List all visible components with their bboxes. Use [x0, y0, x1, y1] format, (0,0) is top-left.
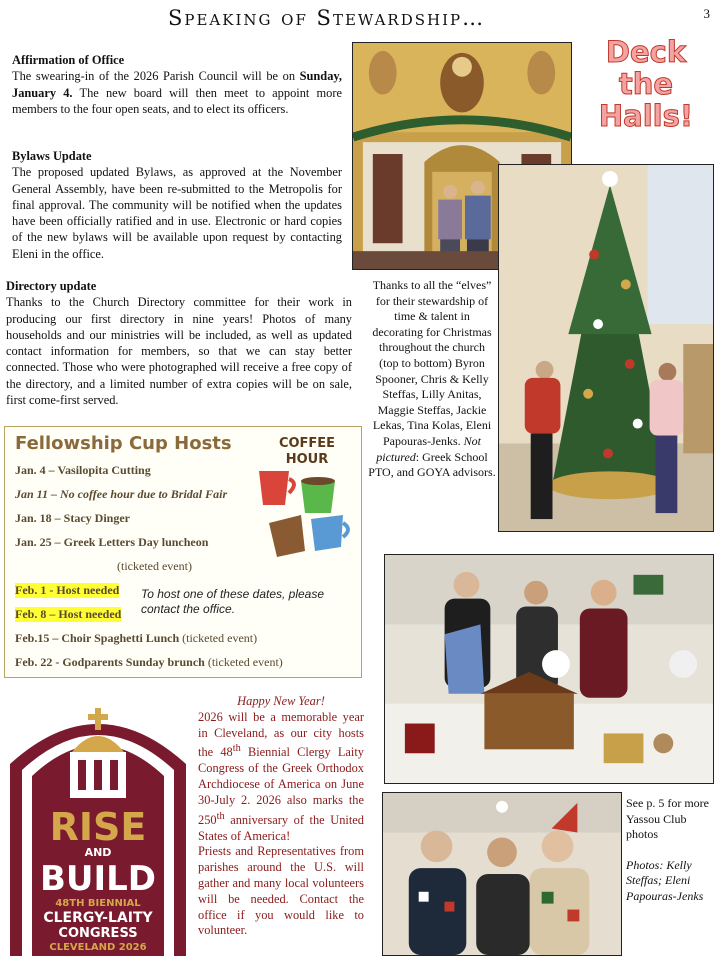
- fellowship-item-feb1: Feb. 1 - Host needed: [15, 583, 120, 597]
- bylaws-text: The proposed updated Bylaws, as approved at the November General Assembly, have been re-submitted to the Metropolis for final approval. The community will be notified when the updates have been officially ratified and in use. Electronic or hard copies of the new bylaws will be available upon request by contacting Eleni in the office.: [12, 165, 342, 261]
- affirmation-text: [12, 68, 342, 117]
- affirmation-text-2: The new board will then meet to appoint more members to the four open seats, and to elect its officers.: [12, 85, 342, 116]
- new-year-article: [198, 694, 364, 939]
- christmas-tree-photo: [498, 164, 714, 532]
- new-year-p1-b: Biennial Clergy Laity Congress of the Greek Orthodox Archdiocese of America on June 30-July 2. 2026 also marks the 250: [198, 745, 364, 827]
- not-pictured-text: : Greek School PTO, and GOYA advisors.: [368, 449, 496, 480]
- coffee-label-2: HOUR: [285, 452, 329, 467]
- photo-credit: Photos: Kelly Steffas; Eleni Papouras-Jenks: [626, 857, 704, 903]
- logo-line4: CLEVELAND 2026: [49, 942, 147, 953]
- note-gap: [626, 843, 718, 858]
- directory-article: [6, 278, 352, 408]
- new-year-p1-c: anniversary of the United States of America!: [198, 812, 364, 843]
- page-number: 3: [703, 6, 710, 21]
- fellowship-host-note: To host one of these dates, please contact the office.: [141, 587, 325, 616]
- photo-note: [626, 796, 718, 904]
- bylaws-article: [12, 148, 342, 262]
- fellowship-item-jan4: Jan. 4 – Vasilopita Cutting: [15, 463, 151, 477]
- deck-line-1: Deck: [605, 35, 687, 69]
- new-year-paragraph-1: [198, 710, 364, 845]
- fellowship-item-feb15-text: Feb.15 – Choir Spaghetti Lunch: [15, 631, 180, 645]
- coffee-cups-icon: [249, 431, 359, 563]
- yassou-nativity-photo: [384, 554, 714, 784]
- bylaws-heading: Bylaws Update: [12, 149, 92, 163]
- deck-the-halls-heading: [592, 36, 700, 132]
- rise-and-build-logo: [4, 694, 192, 956]
- fellowship-item-jan25: Jan. 25 – Greek Letters Day luncheon: [15, 535, 209, 549]
- new-year-paragraph-2: Priests and Representatives from parishes around the U.S. will gather and many local volunteers will be needed. Contact the office if you would like to volunteer.: [198, 844, 364, 938]
- fellowship-cup-box: [4, 426, 362, 678]
- new-year-p1-a: 2026 will be a memorable year in Cleveland, as our city hosts the 48: [198, 709, 364, 760]
- logo-line2: CLERGY-LAITY: [43, 910, 153, 926]
- logo-and: AND: [84, 846, 112, 859]
- directory-heading: Directory update: [6, 279, 97, 293]
- new-year-sup-2: th: [216, 810, 225, 822]
- fellowship-item-jan11: Jan 11 – No coffee hour due to Bridal Fair: [15, 487, 228, 501]
- thanks-caption: [368, 278, 496, 481]
- fellowship-item-feb22-note: (ticketed event): [204, 655, 283, 669]
- fellowship-item-feb15-note: (ticketed event): [179, 631, 258, 645]
- directory-text: Thanks to the Church Directory committee for their work in producing our first directory in nine years! Photos of many households and our ministries will be included, as well as updated contact information for members, so that we can stay better connected. Those who were photographed will receive a free copy of the directory, and a limited number of extra copies will be on sale, first come-first served.: [6, 295, 352, 408]
- fellowship-item-jan18: Jan. 18 – Stacy Dinger: [15, 511, 130, 525]
- new-year-title: Happy New Year!: [237, 694, 325, 708]
- deck-line-2: the: [618, 67, 674, 101]
- fellowship-item-feb8: Feb. 8 – Host needed: [15, 607, 122, 621]
- new-year-sup-1: th: [232, 743, 241, 755]
- affirmation-text-1: The swearing-in of the 2026 Parish Council will be on: [12, 69, 300, 84]
- logo-rise: RISE: [49, 805, 147, 849]
- deck-line-3: Halls!: [598, 99, 694, 133]
- affirmation-heading: Affirmation of Office: [12, 53, 125, 67]
- logo-line1: 48TH BIENNIAL: [55, 898, 141, 909]
- logo-line3: CONGRESS: [58, 926, 138, 941]
- affirmation-date: Sunday, January 4.: [12, 69, 342, 100]
- fellowship-title: Fellowship Cup Hosts: [15, 433, 232, 454]
- masthead-title: Speaking of Stewardship…: [168, 6, 486, 30]
- affirmation-article: [12, 52, 342, 117]
- fellowship-ticketed-note: (ticketed event): [117, 559, 192, 573]
- thanks-text: Thanks to all the “elves” for their stewardship of time & talent in decorating for Christmas throughout the church (top to bottom) Byron Spooner, Chris & Kelly Steffas, Lilly Anitas, Maggie Steffas, Jackie Lekas, Tina Kolas, Eleni Papouras-Jenks.: [372, 278, 492, 448]
- fellowship-item-feb15: [15, 631, 257, 646]
- yassou-sweaters-photo: [382, 792, 622, 956]
- coffee-label-1: COFFEE: [278, 436, 336, 451]
- see-page-5-note: See p. 5 for more Yassou Club photos: [626, 796, 709, 841]
- logo-build: BUILD: [39, 859, 157, 899]
- not-pictured-label: Not pictured: [376, 433, 481, 464]
- fellowship-item-feb22: [15, 655, 283, 670]
- fellowship-item-feb22-text: Feb. 22 - Godparents Sunday brunch: [15, 655, 205, 669]
